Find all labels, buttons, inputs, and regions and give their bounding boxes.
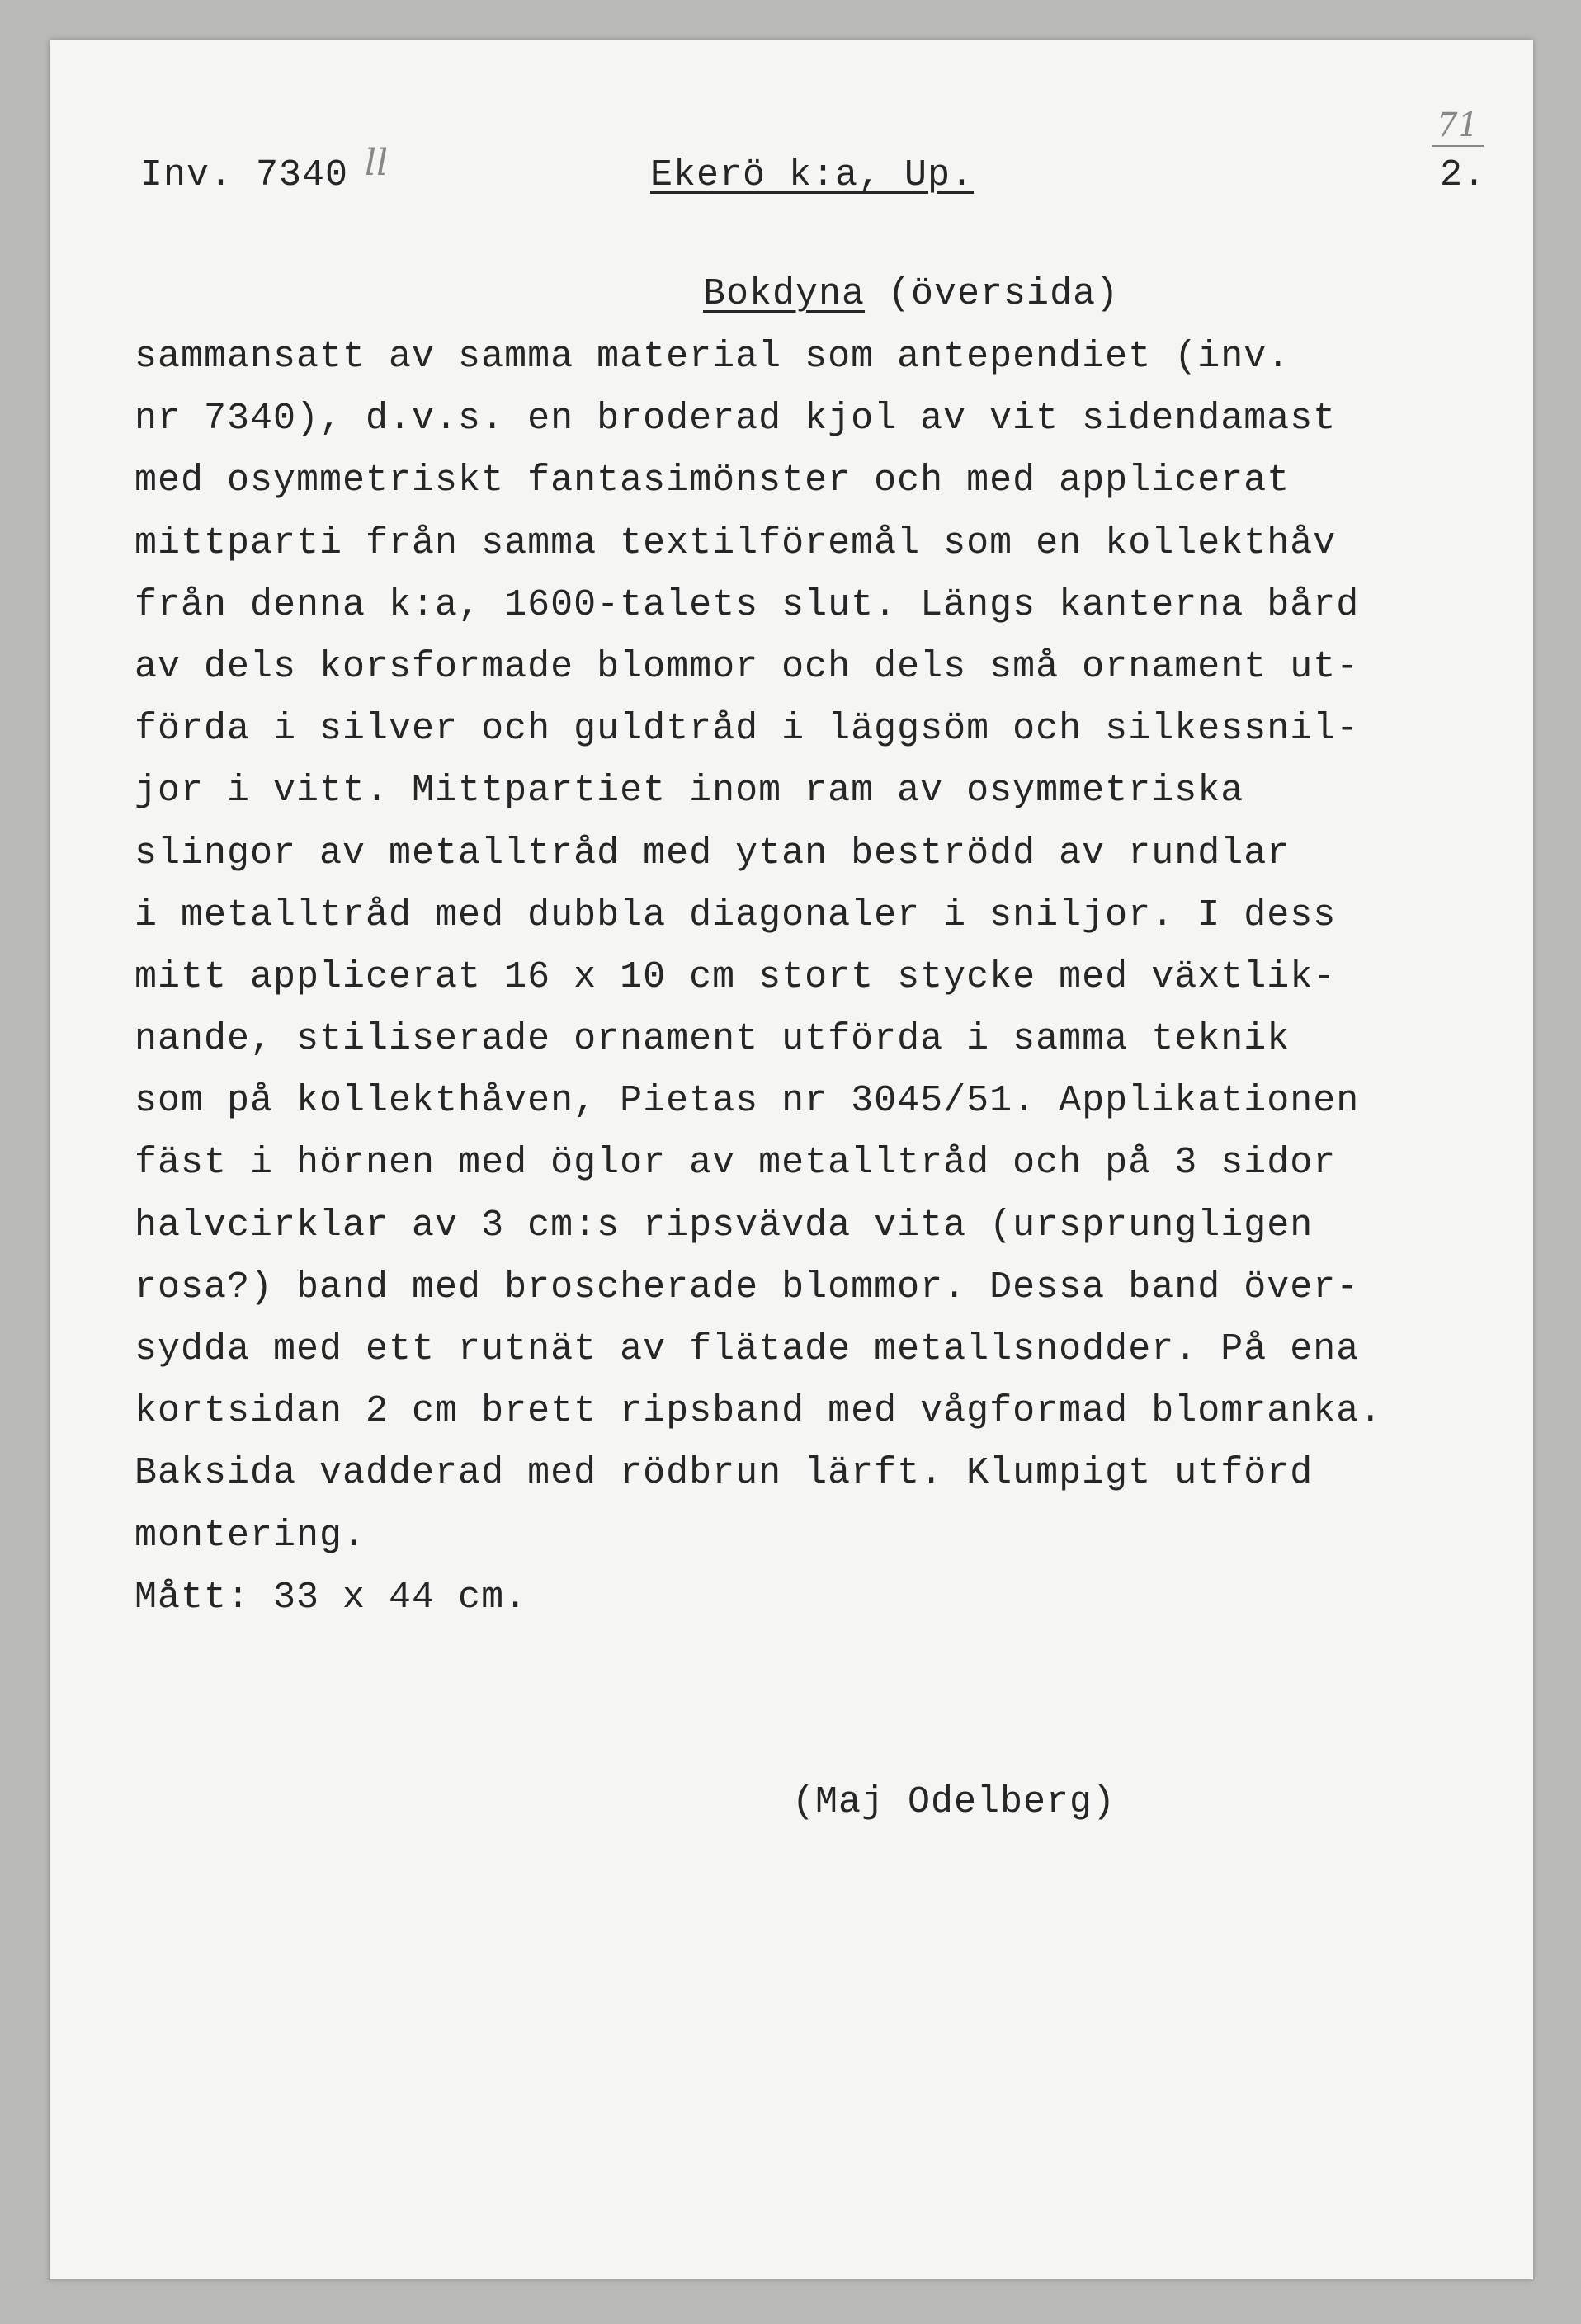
body-line: från denna k:a, 1600-talets slut. Längs kanterna bård: [135, 583, 1360, 626]
body-line: nande, stiliserade ornament utförda i samma teknik: [135, 1018, 1291, 1061]
body-line: fäst i hörnen med öglor av metalltråd och på 3 sidor: [135, 1142, 1337, 1185]
body-line: mittparti från samma textilföremål som en kollekthåv: [135, 521, 1337, 564]
description-body: [135, 326, 1382, 1629]
body-line: jor i vitt. Mittpartiet inom ram av osymmetriska: [135, 770, 1244, 813]
body-line: halvcirklar av 3 cm:s ripsvävda vita (ursprungligen: [135, 1204, 1314, 1247]
body-line: montering.: [135, 1514, 366, 1557]
body-line: förda i silver och guldtråd i läggsöm och silkessnil-: [135, 708, 1360, 751]
handwritten-mark: ll: [365, 142, 389, 184]
inventory-number: Inv. 7340: [140, 154, 349, 196]
object-subtitle: (översida): [865, 273, 1120, 315]
body-line: som på kollekthåven, Pietas nr 3045/51. Applikationen: [135, 1080, 1360, 1123]
body-line: Mått: 33 x 44 cm.: [135, 1576, 528, 1619]
body-line: kortsidan 2 cm brett ripsband med vågformad blomranka.: [135, 1390, 1383, 1433]
object-heading: [703, 264, 1119, 325]
location-heading: Ekerö k:a, Up.: [650, 154, 975, 196]
body-line: sydda med ett rutnät av flätade metallsnodder. På ena: [135, 1328, 1360, 1370]
corner-handwritten-mark: 71: [1432, 106, 1484, 147]
body-line: med osymmetriskt fantasimönster och med applicerat: [135, 460, 1291, 502]
body-line: nr 7340), d.v.s. en broderad kjol av vit sidendamast: [135, 398, 1337, 441]
page-number: 2.: [1440, 154, 1487, 196]
body-line: mitt applicerat 16 x 10 cm stort stycke med växtlik-: [135, 955, 1337, 998]
catalog-card: [50, 40, 1533, 2279]
author-signature: (Maj Odelberg): [792, 1781, 1116, 1823]
body-line: Baksida vadderad med rödbrun lärft. Klumpigt utförd: [135, 1452, 1314, 1495]
object-title: Bokdyna: [703, 273, 866, 315]
body-line: rosa?) band med broscherade blommor. Dessa band över-: [135, 1266, 1360, 1308]
body-line: i metalltråd med dubbla diagonaler i sniljor. I dess: [135, 893, 1337, 936]
body-line: slingor av metalltråd med ytan beströdd av rundlar: [135, 832, 1291, 874]
body-line: sammansatt av samma material som antependiet (inv.: [135, 336, 1291, 378]
body-line: av dels korsformade blommor och dels små ornament ut-: [135, 645, 1360, 688]
